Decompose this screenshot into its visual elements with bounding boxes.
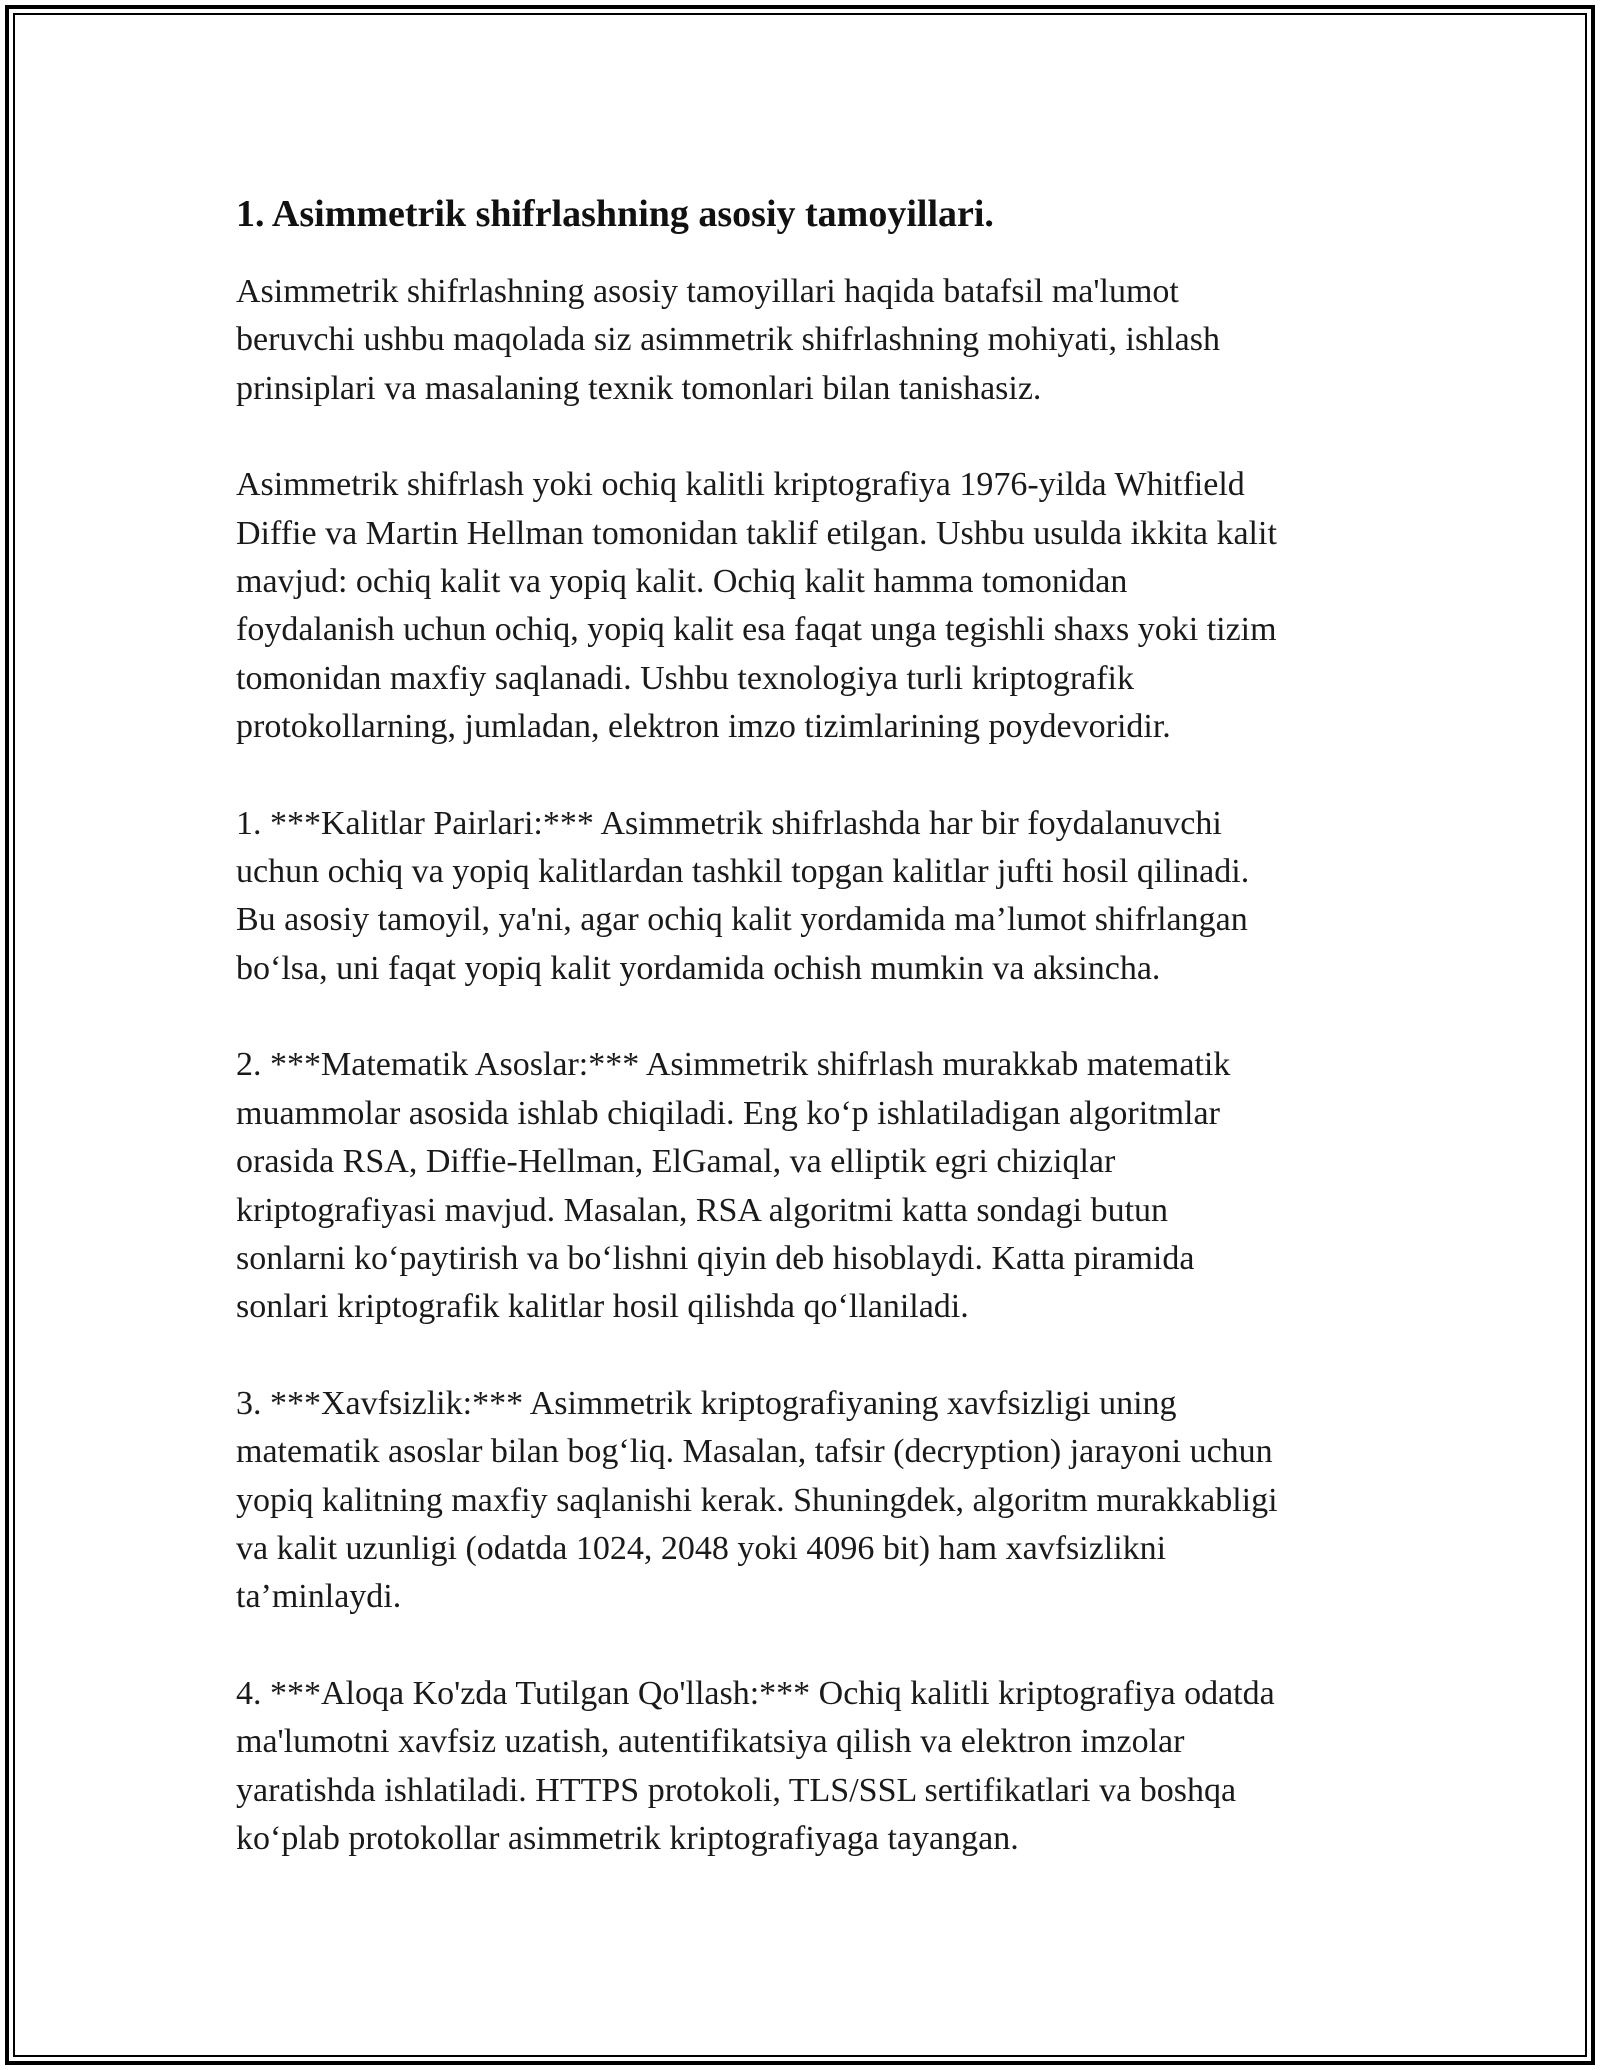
- document-body: [236, 188, 1366, 1911]
- math-foundations-paragraph: 2. ***Matematik Asoslar:*** Asimmetrik shifrlash murakkab matematik muammolar asosida ishlab chiqiladi. Eng ko‘p ishlatiladigan algoritmlar orasida RSA, Diffie-Hellman, ElGamal, va elliptik egri chiziqlar kriptografiyasi mavjud. Masalan, RSA algoritmi katta sondagi butun sonlarni ko‘paytirish va bo‘lishni qiyin deb hisoblaydi. Katta piramida sonlari kriptografik kalitlar hosil qilishda qo‘llaniladi.: [236, 1046, 1231, 1326]
- applications-paragraph: 4. ***Aloqa Ko'zda Tutilgan Qo'llash:*** Ochiq kalitli kriptografiya odatda ma'lumotni xavfsiz uzatish, autentifikatsiya qilish va elektron imzolar yaratishda ishlatiladi. HTTPS protokoli, TLS/SSL sertifikatlari va boshqa ko‘plab protokollar asimmetrik kriptografiyaga tayangan.: [236, 1674, 1275, 1857]
- key-pairs-paragraph: 1. ***Kalitlar Pairlari:*** Asimmetrik shifrlashda har bir foydalanuvchi uchun ochiq va yopiq kalitlardan tashkil topgan kalitlar jufti hosil qilinadi. Bu asosiy tamoyil, ya'ni, agar ochiq kalit yordamida ma’lumot shifrlangan bo‘lsa, uni faqat yopiq kalit yordamida ochish mumkin va aksincha.: [236, 804, 1250, 987]
- document-title: 1. Asimmetrik shifrlashning asosiy tamoyillari.: [236, 193, 994, 235]
- security-paragraph: 3. ***Xavfsizlik:*** Asimmetrik kriptografiyaning xavfsizligi uning matematik asoslar bilan bog‘liq. Masalan, tafsir (decryption) jarayoni uchun yopiq kalitning maxfiy saqlanishi kerak. Shuningdek, algoritm murakkabligi va kalit uzunligi (odatda 1024, 2048 yoki 4096 bit) ham xavfsizlikni ta’minlaydi.: [236, 1384, 1278, 1616]
- history-paragraph: Asimmetrik shifrlash yoki ochiq kalitli kriptografiya 1976-yilda Whitfield Diffie va Martin Hellman tomonidan taklif etilgan. Ushbu usulda ikkita kalit mavjud: ochiq kalit va yopiq kalit. Ochiq kalit hamma tomonidan foydalanish uchun ochiq, yopiq kalit esa faqat unga tegishli shaxs yoki tizim tomonidan maxfiy saqlanadi. Ushbu texnologiya turli kriptografik protokollarning, jumladan, elektron imzo tizimlarining poydevoridir.: [236, 466, 1277, 746]
- intro-paragraph: Asimmetrik shifrlashning asosiy tamoyillari haqida batafsil ma'lumot beruvchi ushbu maqolada siz asimmetrik shifrlashning mohiyati, ishlash prinsiplari va masalaning texnik tomonlari bilan tanishasiz.: [236, 273, 1220, 407]
